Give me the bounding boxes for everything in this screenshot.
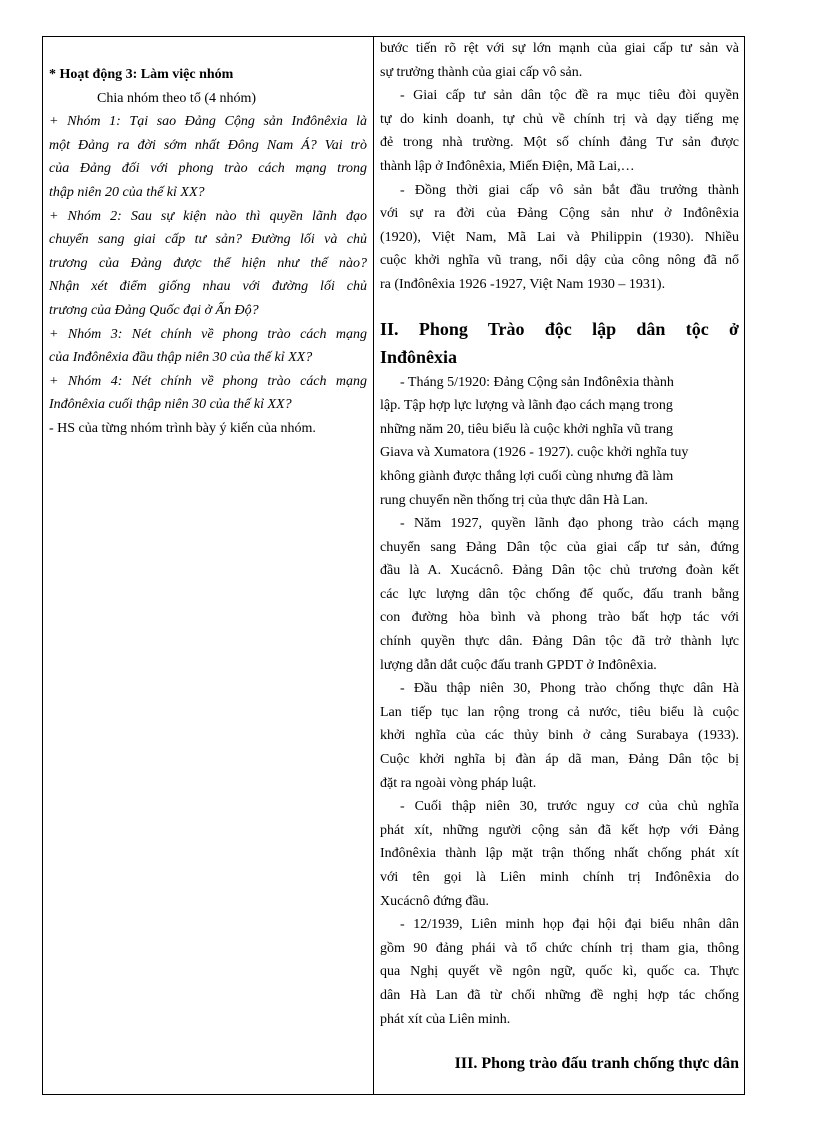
text-line: với tên gọi là Liên minh chính trị Inđônêxia do	[380, 870, 739, 885]
text-line: chuyển sang Đảng Dân tộc của giai cấp tư sản, đứng	[380, 539, 739, 555]
text-line: Inđônêxia thành lập mặt trận thống nhất chống phát xít	[380, 846, 739, 862]
section-ii-paragraphs	[380, 371, 739, 1032]
text-line: rung chuyển nền thống trị của thực dân Hà Lan.	[380, 492, 649, 508]
text-line: một Đảng ra đời sớm nhất Đông Nam Á? Vai trò	[49, 137, 367, 153]
text-line: qua Nghị quyết về ngôn ngữ, quốc kì, quốc ca. Thực	[380, 964, 739, 980]
text-line: ra (Inđônêxia 1926 -1927, Việt Nam 1930 – 1931).	[380, 276, 666, 292]
text-line: - Năm 1927, quyền lãnh đạo phong trào cách mạng	[400, 516, 739, 532]
text-line: - Giai cấp tư sản dân tộc đề ra mục tiêu đòi quyền	[400, 88, 739, 104]
text-line: Inđônêxia cuối thập niên 30 của thế kỉ XX?	[49, 397, 292, 413]
text-line: + Nhóm 3: Nét chính về phong trào cách mạng	[49, 326, 367, 342]
text-line: phát xít của Liên minh.	[380, 1011, 511, 1027]
text-line: bước tiến rõ rệt với sự lớn mạnh của giai cấp tư sản và	[380, 41, 739, 56]
section-ii-heading: II. Phong Trào độc lập dân tộc ở	[380, 318, 739, 339]
text-line: - Đầu thập niên 30, Phong trào chống thực dân Hà	[400, 681, 739, 697]
text-line: + Nhóm 2: Sau sự kiện nào thì quyền lãnh đạo	[49, 208, 367, 224]
text-line: - Cuối thập niên 30, trước nguy cơ của chủ nghĩa	[400, 799, 739, 815]
text-line: phát xít, những người cộng sản đã kết hợp với Đảng	[380, 822, 739, 838]
text-line: các lực lượng dân tộc chống đế quốc, đấu tranh bằng	[380, 586, 739, 602]
text-line: khởi nghĩa của các thủy binh ở cảng Surabaya (1933).	[380, 728, 739, 744]
text-line: - Đồng thời giai cấp vô sản bắt đầu trưởng thành	[400, 182, 739, 198]
text-line: thập niên 20 của thế kỉ XX?	[49, 184, 205, 200]
text-line: gồm 90 đảng phái và tổ chức chính trị tham gia, thông	[380, 940, 739, 956]
intro-paragraphs	[380, 37, 739, 297]
column-divider	[373, 37, 374, 1094]
text-line: đầu là A. Xucácnô. Đảng Dân tộc chủ trương đoàn kết	[380, 563, 739, 579]
right-column	[380, 37, 739, 1076]
text-line: + Nhóm 1: Tại sao Đảng Cộng sản Inđônêxia là	[49, 114, 367, 130]
text-line: đẻ trong nhà trường. Một số chính đảng Tư sản được	[380, 135, 739, 151]
text-line: cuộc khởi nghĩa vũ trang, nổi dậy của công nông đã nổ	[380, 253, 739, 269]
text-line: Giava và Xumatora (1926 - 1927). cuộc khởi nghĩa tuy	[380, 445, 689, 461]
text-line: Cuộc khởi nghĩa bị đàn áp dã man, Đảng Dân tộc bị	[380, 752, 739, 768]
section-ii-heading-cont: Inđônêxia	[380, 346, 458, 367]
text-line: của Đảng đối với phong trào cách mạng trong	[49, 161, 367, 177]
text-line: lượng dẫn dắt cuộc đấu tranh GPDT ở Inđônêxia.	[380, 657, 657, 673]
text-line: sự trưởng thành của giai cấp vô sản.	[380, 64, 583, 80]
text-line: Nhận xét điểm giống nhau với đường lối chủ	[49, 279, 367, 295]
text-line: trương của Đảng Quốc đại ở Ấn Độ?	[49, 302, 259, 318]
text-line: chuyển sang giai cấp tư sản? Đường lối và chủ	[49, 232, 367, 248]
text-line: chính quyền thực dân. Đảng Dân tộc đã trở thành lực	[380, 634, 739, 650]
section-iii-heading: III. Phong trào đấu tranh chống thực dân	[454, 1055, 739, 1073]
text-line: (1920), Việt Nam, Mã Lai và Philippin (1930). Nhiều	[380, 229, 739, 245]
text-line: + Nhóm 4: Nét chính về phong trào cách mạng	[49, 373, 367, 389]
activity-subheading: Chia nhóm theo tổ (4 nhóm)	[97, 90, 257, 106]
group-task-list	[49, 110, 367, 440]
text-line: trương của Đảng được thể hiện như thế nào?	[49, 255, 367, 271]
text-line: dân Hà Lan đã từ chối những đề nghị hợp tác chống	[380, 987, 739, 1003]
text-line: - Tháng 5/1920: Đảng Cộng sản Inđônêxia thành	[400, 374, 674, 390]
text-line: - 12/1939, Liên minh họp đại hội đại biểu nhân dân	[400, 917, 739, 933]
text-line: thành lập ở Inđônêxia, Miến Điện, Mã Lai,…	[380, 158, 635, 174]
document-table	[42, 36, 745, 1095]
text-line: con đường hòa bình và phong trào bất hợp tác với	[380, 610, 739, 626]
text-line: của Inđônêxia đầu thập niên 30 của thế kỉ XX?	[49, 350, 313, 366]
text-line: lập. Tập hợp lực lượng và lãnh đạo cách mạng trong	[380, 398, 673, 414]
text-line: Xucácnô đứng đầu.	[380, 893, 490, 909]
left-column	[49, 63, 367, 441]
text-line: không giành được thắng lợi cuối cùng nhưng đã làm	[380, 468, 674, 484]
activity-heading: * Hoạt động 3: Làm việc nhóm	[49, 67, 234, 82]
text-line: - HS của từng nhóm trình bày ý kiến của nhóm.	[49, 420, 316, 436]
text-line: đặt ra ngoài vòng pháp luật.	[380, 775, 537, 791]
text-line: với sự ra đời của Đảng Cộng sản như ở Inđônêxia	[380, 206, 739, 222]
text-line: Lan tiếp tục lan rộng trong cả nước, tiêu biểu là cuộc	[380, 704, 739, 720]
text-line: những năm 20, tiêu biểu là cuộc khởi nghĩa vũ trang	[380, 421, 673, 437]
text-line: tự do kinh doanh, tự chủ về chính trị và dạy tiếng mẹ	[380, 111, 739, 127]
